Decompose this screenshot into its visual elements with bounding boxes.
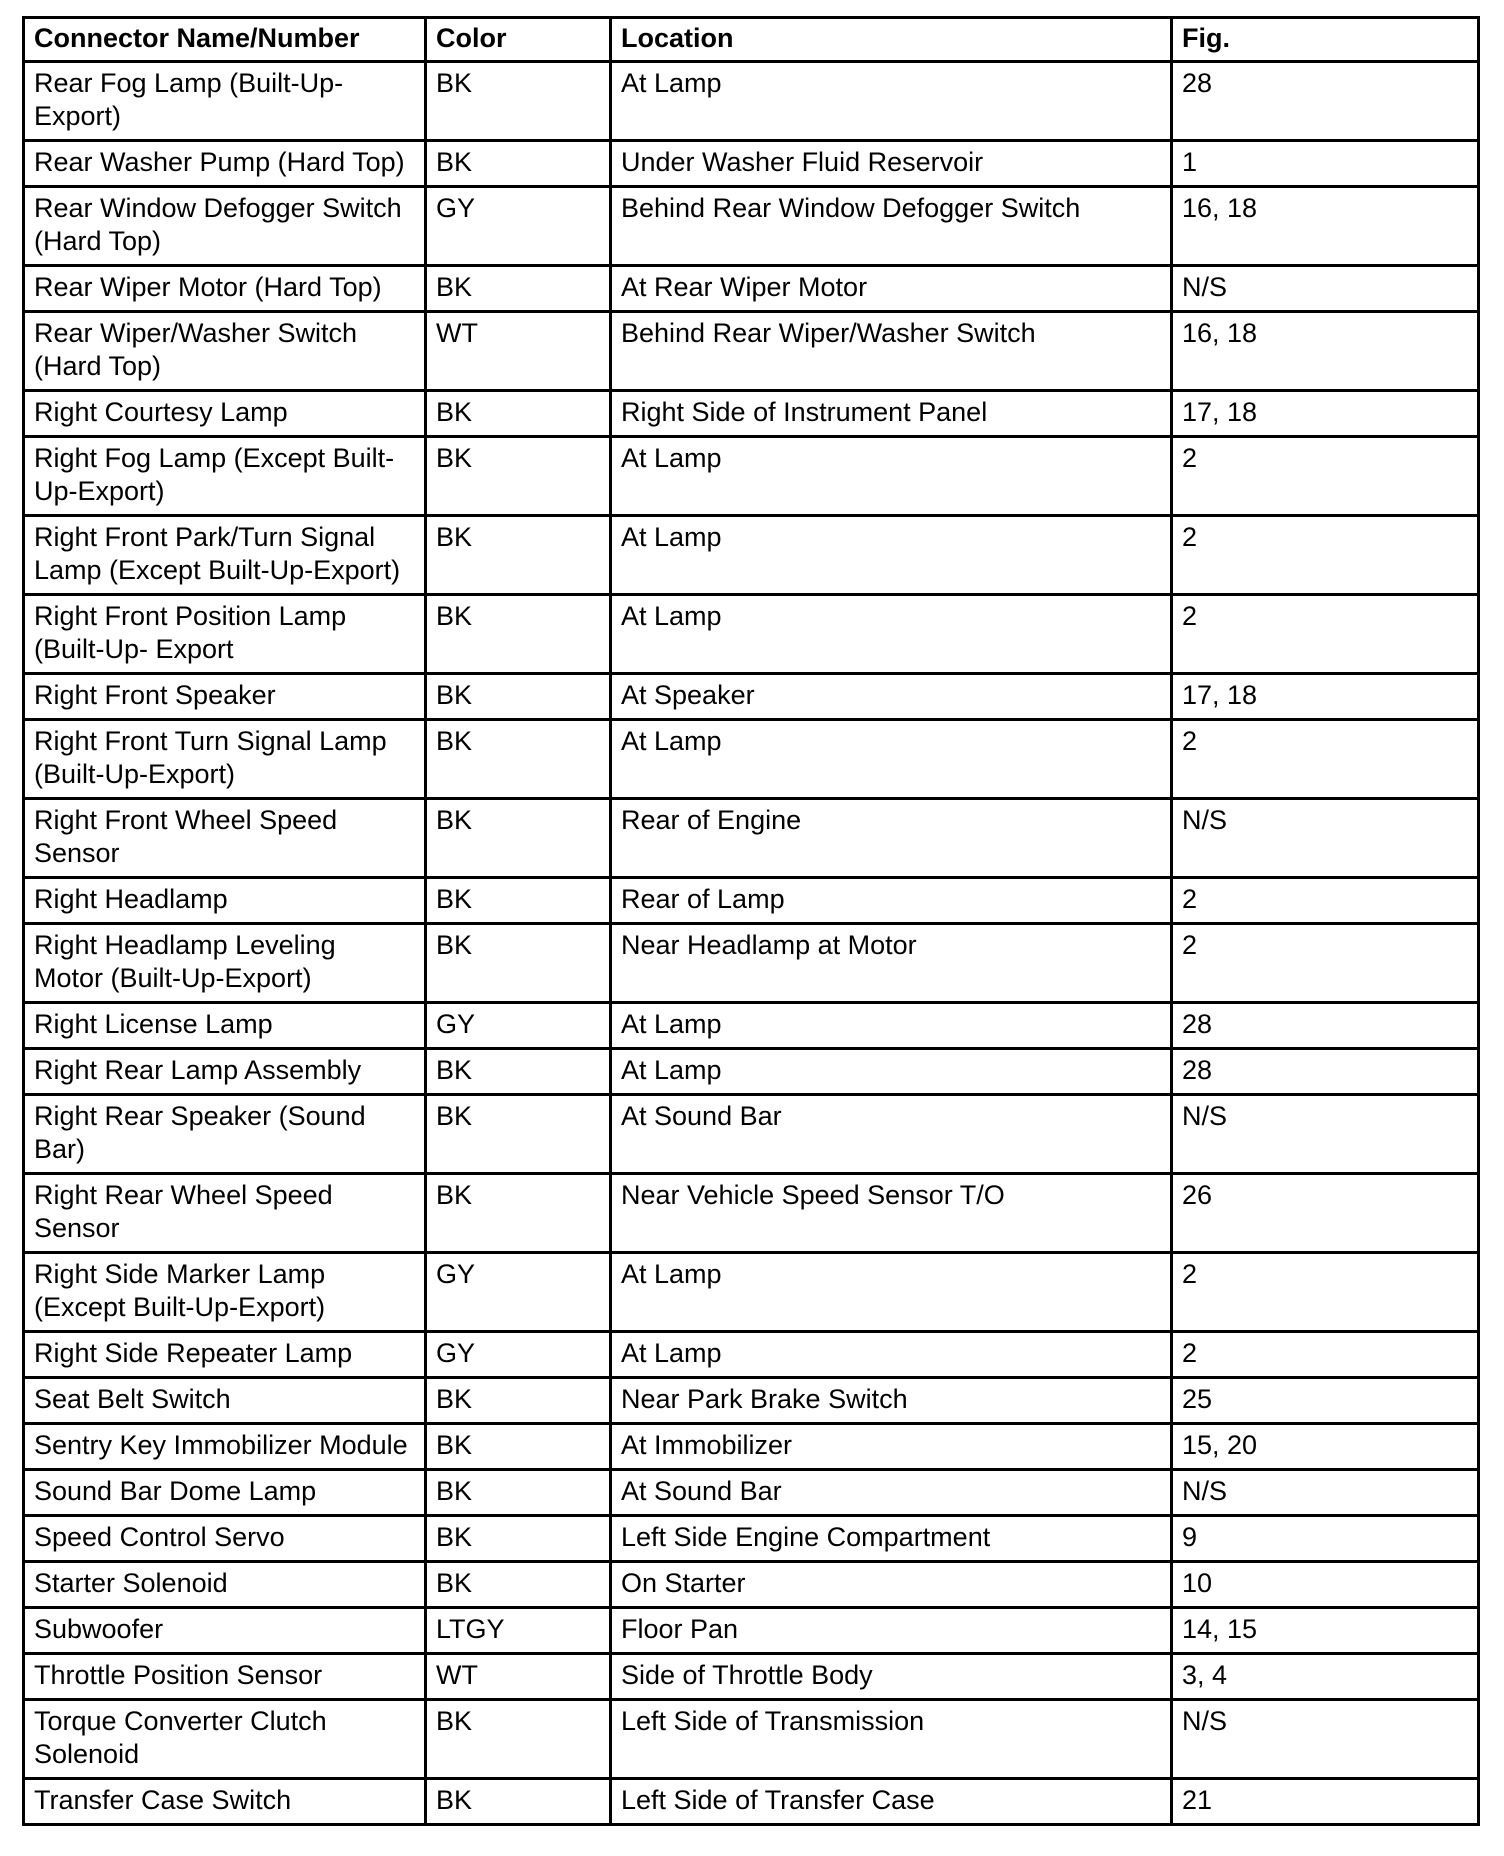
cell-fig: 16, 18: [1172, 187, 1479, 266]
cell-color: BK: [426, 1779, 611, 1825]
cell-fig: 3, 4: [1172, 1654, 1479, 1700]
cell-location: On Starter: [611, 1562, 1172, 1608]
cell-connector-name: Rear Window Defogger Switch (Hard Top): [24, 187, 426, 266]
cell-connector-name: Throttle Position Sensor: [24, 1654, 426, 1700]
cell-fig: 2: [1172, 516, 1479, 595]
cell-fig: 14, 15: [1172, 1608, 1479, 1654]
cell-location: At Lamp: [611, 595, 1172, 674]
cell-location: Behind Rear Wiper/Washer Switch: [611, 312, 1172, 391]
table-row: [24, 595, 1479, 674]
cell-location: Near Headlamp at Motor: [611, 924, 1172, 1003]
cell-fig: N/S: [1172, 1470, 1479, 1516]
cell-fig: 2: [1172, 437, 1479, 516]
header-fig: Fig.: [1172, 18, 1479, 62]
cell-location: At Sound Bar: [611, 1095, 1172, 1174]
table-row: [24, 516, 1479, 595]
cell-connector-name: Right Headlamp: [24, 878, 426, 924]
cell-location: Right Side of Instrument Panel: [611, 391, 1172, 437]
cell-location: At Rear Wiper Motor: [611, 266, 1172, 312]
table-row: [24, 312, 1479, 391]
cell-location: At Speaker: [611, 674, 1172, 720]
cell-location: Left Side of Transfer Case: [611, 1779, 1172, 1825]
cell-location: At Immobilizer: [611, 1424, 1172, 1470]
cell-fig: 26: [1172, 1174, 1479, 1253]
cell-fig: 17, 18: [1172, 391, 1479, 437]
cell-location: Rear of Lamp: [611, 878, 1172, 924]
table-row: [24, 674, 1479, 720]
cell-color: BK: [426, 1095, 611, 1174]
cell-connector-name: Speed Control Servo: [24, 1516, 426, 1562]
cell-color: BK: [426, 1049, 611, 1095]
cell-connector-name: Rear Wiper Motor (Hard Top): [24, 266, 426, 312]
cell-location: At Lamp: [611, 720, 1172, 799]
cell-fig: N/S: [1172, 266, 1479, 312]
cell-location: Left Side of Transmission: [611, 1700, 1172, 1779]
cell-fig: 28: [1172, 62, 1479, 141]
cell-color: BK: [426, 437, 611, 516]
cell-color: GY: [426, 187, 611, 266]
table-row: [24, 187, 1479, 266]
cell-color: BK: [426, 266, 611, 312]
cell-connector-name: Right License Lamp: [24, 1003, 426, 1049]
cell-connector-name: Right Rear Wheel Speed Sensor: [24, 1174, 426, 1253]
cell-fig: N/S: [1172, 799, 1479, 878]
cell-connector-name: Right Headlamp Leveling Motor (Built-Up-Export): [24, 924, 426, 1003]
cell-fig: 28: [1172, 1049, 1479, 1095]
cell-location: At Lamp: [611, 1049, 1172, 1095]
cell-connector-name: Right Front Turn Signal Lamp (Built-Up-Export): [24, 720, 426, 799]
cell-color: BK: [426, 1516, 611, 1562]
cell-connector-name: Torque Converter Clutch Solenoid: [24, 1700, 426, 1779]
cell-connector-name: Right Front Speaker: [24, 674, 426, 720]
table-row: [24, 1424, 1479, 1470]
table-row: [24, 391, 1479, 437]
table-row: [24, 1253, 1479, 1332]
table-row: [24, 62, 1479, 141]
cell-connector-name: Seat Belt Switch: [24, 1378, 426, 1424]
cell-fig: 15, 20: [1172, 1424, 1479, 1470]
table-row: [24, 1516, 1479, 1562]
cell-color: GY: [426, 1003, 611, 1049]
cell-connector-name: Starter Solenoid: [24, 1562, 426, 1608]
cell-color: BK: [426, 62, 611, 141]
cell-connector-name: Right Side Marker Lamp (Except Built-Up-Export): [24, 1253, 426, 1332]
table-row: [24, 1332, 1479, 1378]
cell-fig: 2: [1172, 924, 1479, 1003]
cell-fig: 2: [1172, 1253, 1479, 1332]
cell-connector-name: Rear Wiper/Washer Switch (Hard Top): [24, 312, 426, 391]
cell-location: Side of Throttle Body: [611, 1654, 1172, 1700]
cell-fig: 25: [1172, 1378, 1479, 1424]
cell-location: At Lamp: [611, 437, 1172, 516]
cell-fig: 2: [1172, 1332, 1479, 1378]
cell-location: Near Vehicle Speed Sensor T/O: [611, 1174, 1172, 1253]
cell-location: At Lamp: [611, 1003, 1172, 1049]
cell-color: GY: [426, 1253, 611, 1332]
cell-fig: 16, 18: [1172, 312, 1479, 391]
table-row: [24, 1654, 1479, 1700]
cell-location: Behind Rear Window Defogger Switch: [611, 187, 1172, 266]
cell-color: BK: [426, 391, 611, 437]
cell-location: Rear of Engine: [611, 799, 1172, 878]
table-row: [24, 1095, 1479, 1174]
cell-color: BK: [426, 720, 611, 799]
table-row: [24, 1779, 1479, 1825]
table-row: [24, 1049, 1479, 1095]
cell-color: BK: [426, 1378, 611, 1424]
cell-fig: 2: [1172, 878, 1479, 924]
table-body: [24, 62, 1479, 1825]
table-row: [24, 1003, 1479, 1049]
cell-connector-name: Right Rear Lamp Assembly: [24, 1049, 426, 1095]
cell-color: GY: [426, 1332, 611, 1378]
cell-color: BK: [426, 595, 611, 674]
header-color: Color: [426, 18, 611, 62]
cell-color: WT: [426, 312, 611, 391]
cell-location: At Sound Bar: [611, 1470, 1172, 1516]
cell-location: Under Washer Fluid Reservoir: [611, 141, 1172, 187]
table-row: [24, 437, 1479, 516]
cell-connector-name: Sound Bar Dome Lamp: [24, 1470, 426, 1516]
cell-color: BK: [426, 924, 611, 1003]
cell-color: WT: [426, 1654, 611, 1700]
cell-fig: N/S: [1172, 1095, 1479, 1174]
connector-table: [22, 16, 1480, 1826]
cell-fig: 17, 18: [1172, 674, 1479, 720]
table-row: [24, 266, 1479, 312]
cell-fig: 1: [1172, 141, 1479, 187]
cell-location: At Lamp: [611, 1253, 1172, 1332]
cell-connector-name: Right Rear Speaker (Sound Bar): [24, 1095, 426, 1174]
cell-fig: 21: [1172, 1779, 1479, 1825]
cell-connector-name: Rear Fog Lamp (Built-Up-Export): [24, 62, 426, 141]
cell-connector-name: Right Courtesy Lamp: [24, 391, 426, 437]
cell-connector-name: Subwoofer: [24, 1608, 426, 1654]
cell-connector-name: Right Side Repeater Lamp: [24, 1332, 426, 1378]
table-row: [24, 799, 1479, 878]
header-location: Location: [611, 18, 1172, 62]
cell-connector-name: Right Front Position Lamp (Built-Up- Export: [24, 595, 426, 674]
cell-connector-name: Transfer Case Switch: [24, 1779, 426, 1825]
header-row: [24, 18, 1479, 62]
cell-color: BK: [426, 799, 611, 878]
cell-color: LTGY: [426, 1608, 611, 1654]
header-connector-name: Connector Name/Number: [24, 18, 426, 62]
cell-color: BK: [426, 1562, 611, 1608]
cell-fig: 2: [1172, 720, 1479, 799]
table-row: [24, 1174, 1479, 1253]
table-row: [24, 924, 1479, 1003]
cell-location: At Lamp: [611, 62, 1172, 141]
cell-color: BK: [426, 878, 611, 924]
cell-color: BK: [426, 674, 611, 720]
cell-connector-name: Right Fog Lamp (Except Built-Up-Export): [24, 437, 426, 516]
cell-location: Near Park Brake Switch: [611, 1378, 1172, 1424]
cell-connector-name: Sentry Key Immobilizer Module: [24, 1424, 426, 1470]
cell-fig: 9: [1172, 1516, 1479, 1562]
table-row: [24, 878, 1479, 924]
cell-fig: 10: [1172, 1562, 1479, 1608]
table-row: [24, 1562, 1479, 1608]
cell-color: BK: [426, 141, 611, 187]
cell-connector-name: Rear Washer Pump (Hard Top): [24, 141, 426, 187]
table-row: [24, 1470, 1479, 1516]
table-row: [24, 1700, 1479, 1779]
cell-color: BK: [426, 1470, 611, 1516]
cell-location: Floor Pan: [611, 1608, 1172, 1654]
cell-connector-name: Right Front Wheel Speed Sensor: [24, 799, 426, 878]
cell-fig: 28: [1172, 1003, 1479, 1049]
table-row: [24, 1608, 1479, 1654]
cell-location: At Lamp: [611, 1332, 1172, 1378]
cell-color: BK: [426, 516, 611, 595]
cell-location: At Lamp: [611, 516, 1172, 595]
cell-fig: 2: [1172, 595, 1479, 674]
table-row: [24, 1378, 1479, 1424]
cell-color: BK: [426, 1174, 611, 1253]
cell-location: Left Side Engine Compartment: [611, 1516, 1172, 1562]
cell-connector-name: Right Front Park/Turn Signal Lamp (Except Built-Up-Export): [24, 516, 426, 595]
table-row: [24, 720, 1479, 799]
cell-color: BK: [426, 1700, 611, 1779]
table-row: [24, 141, 1479, 187]
cell-fig: N/S: [1172, 1700, 1479, 1779]
cell-color: BK: [426, 1424, 611, 1470]
